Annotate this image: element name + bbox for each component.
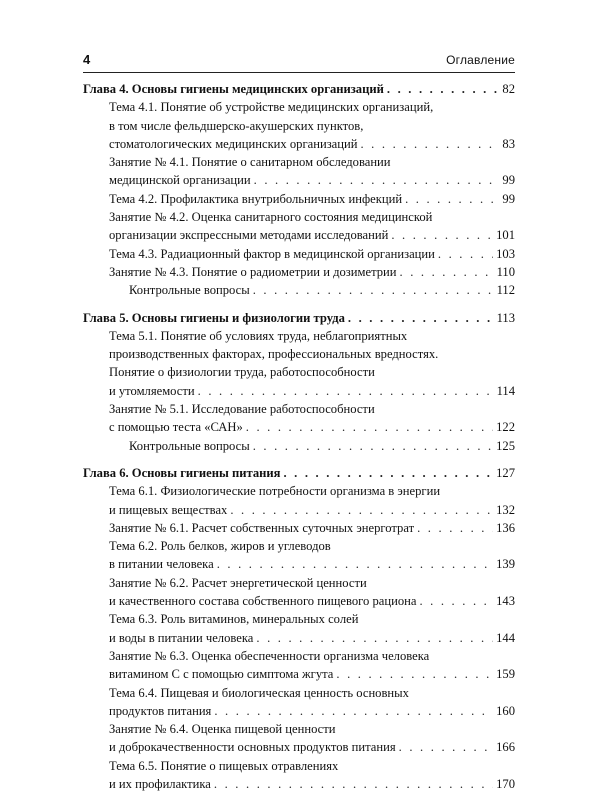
entry-line: Тема 6.4. Пищевая и биологическая ценность основных [109, 685, 409, 700]
entry-text: витамином С с помощью симптома жгута [109, 667, 334, 682]
entry-text: и пищевых веществах [109, 502, 228, 517]
page-ref: 139 [496, 557, 515, 572]
dot-leader [253, 281, 494, 299]
toc-entry [83, 135, 515, 153]
toc-entry [83, 382, 515, 400]
entry-text: Контрольные вопросы [129, 283, 250, 298]
page-ref: 125 [496, 438, 515, 453]
page-ref: 99 [502, 173, 515, 188]
entry-line: Тема 6.1. Физиологические потребности организма в энергии [109, 484, 441, 499]
entry-text: и воды в питании человека [109, 630, 254, 645]
entry-text: и утомляемости [109, 383, 195, 398]
dot-leader [214, 775, 493, 793]
toc-entry [83, 665, 515, 683]
table-of-contents [83, 80, 515, 793]
entry-text: продуктов питания [109, 703, 212, 718]
dot-leader [217, 555, 493, 573]
dot-leader [387, 80, 500, 98]
page-number: 4 [83, 52, 91, 67]
entry-text: Тема 4.2. Профилактика внутрибольничных инфекций [109, 191, 403, 206]
dot-leader [360, 135, 499, 153]
entry-line: Занятие № 5.1. Исследование работоспособности [109, 402, 375, 417]
toc-entry [83, 418, 515, 436]
entry-line: Понятие о физиологии труда, работоспособности [109, 365, 375, 380]
chapter-heading [83, 464, 515, 482]
entry-line: Тема 6.3. Роль витаминов, минеральных солей [109, 612, 359, 627]
entry-text: Занятие № 4.3. Понятие о радиометрии и дозиметрии [109, 264, 397, 279]
toc-entry [83, 702, 515, 720]
entry-line: Занятие № 4.2. Оценка санитарного состояния медицинской [109, 210, 433, 225]
page-ref: 127 [496, 465, 515, 480]
entry-line: Занятие № 6.4. Оценка пищевой ценности [109, 722, 336, 737]
entry-text: Глава 4. Основы гигиены медицинских организаций [83, 82, 384, 96]
running-header [83, 52, 515, 70]
dot-leader [283, 464, 493, 482]
entry-text: Глава 6. Основы гигиены питания [83, 465, 281, 480]
page-ref: 112 [496, 283, 515, 298]
toc-entry [83, 555, 515, 573]
toc-entry [83, 263, 515, 281]
dot-leader [400, 263, 494, 281]
control-questions-entry [83, 281, 515, 299]
dot-leader [438, 245, 493, 263]
entry-text: в питании человека [109, 557, 214, 572]
dot-leader [253, 437, 493, 455]
entry-text: медицинской организации [109, 173, 251, 188]
entry-line: Тема 5.1. Понятие об условиях труда, неблагоприятных [109, 328, 408, 343]
dot-leader [405, 190, 499, 208]
toc-entry [83, 775, 515, 793]
entry-line: производственных факторах, профессиональных вредностях. [109, 347, 439, 362]
dot-leader [230, 501, 493, 519]
entry-text: с помощью теста «САН» [109, 420, 243, 435]
dot-leader [198, 382, 494, 400]
page-ref: 144 [496, 630, 515, 645]
page-ref: 83 [502, 136, 515, 151]
toc-entry [83, 519, 515, 537]
dot-leader [419, 592, 493, 610]
toc-entry [83, 245, 515, 263]
page-ref: 101 [496, 228, 515, 243]
running-header-title: Оглавление [446, 53, 515, 67]
entry-text: Занятие № 6.1. Расчет собственных суточных энерготрат [109, 520, 415, 535]
entry-text: организации экспрессными методами исследований [109, 228, 389, 243]
dot-leader [348, 309, 494, 327]
page-ref: 166 [496, 740, 515, 755]
header-rule [83, 72, 515, 73]
dot-leader [399, 738, 493, 756]
toc-entry [83, 190, 515, 208]
toc-entry [83, 226, 515, 244]
page-ref: 136 [496, 520, 515, 535]
toc-entry [83, 629, 515, 647]
dot-leader [256, 629, 493, 647]
page-ref: 99 [502, 191, 515, 206]
chapter-gap [83, 455, 515, 464]
entry-text: и качественного состава собственного пищевого рациона [109, 594, 417, 609]
control-questions-entry [83, 437, 515, 455]
dot-leader [246, 418, 493, 436]
entry-text: Тема 4.3. Радиационный фактор в медицинской организации [109, 246, 435, 261]
dot-leader [391, 226, 493, 244]
chapter-heading [83, 309, 515, 327]
entry-line: Тема 6.2. Роль белков, жиров и углеводов [109, 539, 331, 554]
page-ref: 82 [502, 82, 515, 96]
toc-entry [83, 738, 515, 756]
entry-text: Контрольные вопросы [129, 438, 250, 453]
toc-entry [83, 501, 515, 519]
entry-text: Глава 5. Основы гигиены и физиологии труда [83, 310, 345, 325]
page-ref: 113 [496, 310, 515, 325]
entry-line: в том числе фельдшерско-акушерских пунктов, [109, 118, 364, 133]
page-ref: 170 [496, 776, 515, 791]
toc-entry [83, 592, 515, 610]
chapter-heading [83, 80, 515, 98]
page-ref: 103 [496, 246, 515, 261]
entry-text: и их профилактика [109, 776, 211, 791]
dot-leader [417, 519, 493, 537]
entry-line: Занятие № 6.2. Расчет энергетической ценности [109, 575, 367, 590]
entry-line: Тема 6.5. Понятие о пищевых отравлениях [109, 758, 339, 773]
entry-line: Занятие № 6.3. Оценка обеспеченности организма человека [109, 648, 430, 663]
dot-leader [214, 702, 493, 720]
toc-entry [83, 171, 515, 189]
page-ref: 132 [496, 502, 515, 517]
page-ref: 122 [496, 420, 515, 435]
page-ref: 110 [496, 264, 515, 279]
page-ref: 160 [496, 703, 515, 718]
entry-text: и доброкачественности основных продуктов питания [109, 740, 396, 755]
entry-line: Тема 4.1. Понятие об устройстве медицинских организаций, [109, 100, 434, 115]
page-ref: 114 [496, 383, 515, 398]
entry-line: Занятие № 4.1. Понятие о санитарном обследовании [109, 155, 391, 170]
page-ref: 159 [496, 667, 515, 682]
chapter-gap [83, 300, 515, 309]
dot-leader [254, 171, 500, 189]
page-ref: 143 [496, 594, 515, 609]
dot-leader [336, 665, 493, 683]
entry-text: стоматологических медицинских организаций [109, 136, 358, 151]
